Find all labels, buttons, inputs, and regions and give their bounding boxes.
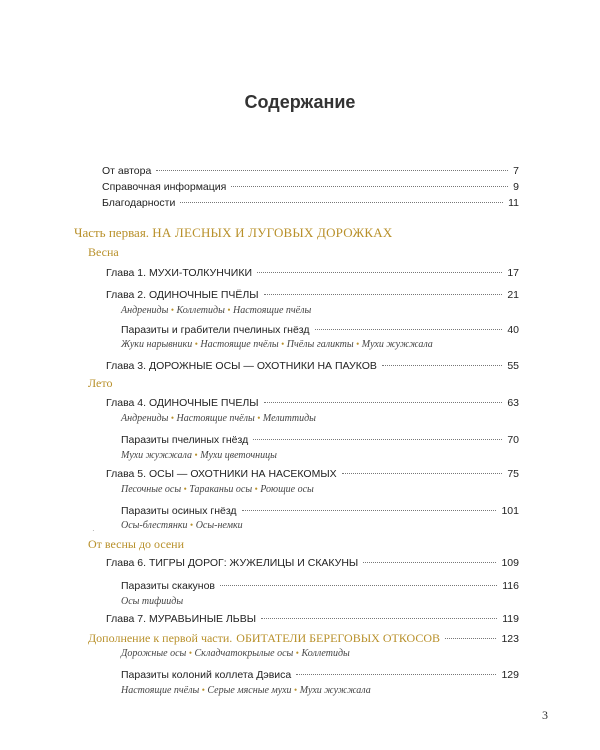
toc-label: Глава 6. ТИГРЫ ДОРОГ: ЖУЖЕЛИЦЫ И СКАКУНЫ [106, 557, 359, 569]
toc-label: Глава 5. ОСЫ — ОХОТНИКИ НА НАСЕКОМЫХ [106, 468, 337, 480]
toc-label: Паразиты колоний коллета Дэвиса [121, 669, 292, 681]
toc-label: Справочная информация [102, 181, 227, 193]
toc-row-thanks[interactable] [102, 197, 519, 209]
toc-page: 21 [507, 289, 519, 301]
addendum-title: ОБИТАТЕЛИ БЕРЕГОВЫХ ОТКОСОВ [236, 631, 441, 645]
toc-row-addendum[interactable] [88, 631, 519, 646]
toc-page: 17 [507, 267, 519, 279]
leader-dots [261, 618, 497, 619]
toc-label: От автора [102, 165, 152, 177]
leader-dots [231, 186, 508, 187]
toc-page: 75 [507, 468, 519, 480]
toc-page: 63 [507, 397, 519, 409]
leader-dots [220, 585, 497, 586]
toc-label: Глава 1. МУХИ-ТОЛКУНЧИКИ [106, 267, 252, 279]
part-prefix: Часть первая. [74, 225, 150, 240]
page-number: 3 [542, 708, 548, 722]
addendum-prefix: Дополнение к первой части. [88, 631, 233, 645]
leader-dots [296, 674, 496, 675]
subtopics-ch5: Песочные осы • Тараканьи осы • Роющие осы [121, 484, 314, 495]
leader-dots [253, 439, 502, 440]
part-title: НА ЛЕСНЫХ И ЛУГОВЫХ ДОРОЖКАХ [152, 225, 393, 240]
toc-page: 55 [507, 360, 519, 372]
toc-row-ch6[interactable] [106, 557, 519, 569]
season-spring-autumn: От весны до осени [88, 537, 184, 551]
toc-row-author[interactable] [102, 165, 519, 177]
toc-page: 101 [501, 505, 519, 517]
toc-row-ch2[interactable] [106, 289, 519, 301]
leader-dots [445, 638, 496, 639]
season-summer: Лето [88, 376, 113, 390]
leader-dots [342, 473, 503, 474]
subtopics-ch2: Андрениды • Коллетиды • Настоящие пчёлы [121, 305, 312, 316]
toc-page: 116 [502, 580, 519, 592]
toc-page: 109 [501, 557, 519, 569]
subtopics-ch6-parasites: Осы тифииды [121, 596, 184, 607]
toc-label: Глава 7. МУРАВЬИНЫЕ ЛЬВЫ [106, 613, 256, 625]
leader-dots [242, 510, 497, 511]
toc-row-ch1[interactable] [106, 267, 519, 279]
leader-dots [257, 272, 502, 273]
toc-page: 7 [513, 165, 519, 177]
stray-mark: · [92, 526, 95, 535]
toc-row-ch5[interactable] [106, 468, 519, 480]
toc-page: 70 [507, 434, 519, 446]
toc-row-ch6-parasites[interactable] [121, 580, 519, 592]
toc-label: Глава 4. ОДИНОЧНЫЕ ПЧЕЛЫ [106, 397, 259, 409]
toc-label: Благодарности [102, 197, 176, 209]
subtopics-ch5-parasites: Осы-блестянки • Осы-немки [121, 520, 243, 531]
toc-row-addendum-parasites[interactable] [121, 669, 519, 681]
toc-label: Глава 3. ДОРОЖНЫЕ ОСЫ — ОХОТНИКИ НА ПАУКОВ [106, 360, 377, 372]
toc-row-ch3[interactable] [106, 360, 519, 372]
toc-label: Паразиты скакунов [121, 580, 215, 592]
toc-row-reference[interactable] [102, 181, 519, 193]
toc-label: Паразиты и грабители пчелиных гнёзд [121, 324, 310, 336]
toc-label: Паразиты пчелиных гнёзд [121, 434, 249, 446]
toc-row-ch5-parasites[interactable] [121, 505, 519, 517]
part-heading [74, 225, 392, 241]
toc-page: 40 [507, 324, 519, 336]
toc-label: Глава 2. ОДИНОЧНЫЕ ПЧЁЛЫ [106, 289, 259, 301]
season-spring: Весна [88, 245, 119, 259]
subtopics-addendum: Дорожные осы • Складчатокрылые осы • Коллетиды [121, 648, 350, 659]
toc-row-ch4-parasites[interactable] [121, 434, 519, 446]
subtopics-addendum-parasites: Настоящие пчёлы • Серые мясные мухи • Мухи жужжала [121, 685, 371, 696]
leader-dots [264, 294, 503, 295]
leader-dots [156, 170, 508, 171]
toc-page: 119 [502, 613, 519, 625]
leader-dots [264, 402, 503, 403]
subtopics-ch4-parasites: Мухи жужжала • Мухи цветочницы [121, 450, 277, 461]
toc-page: 123 [501, 633, 519, 645]
leader-dots [315, 329, 503, 330]
toc-page: 129 [501, 669, 519, 681]
toc-page: 11 [508, 197, 519, 209]
toc-row-ch7[interactable] [106, 613, 519, 625]
toc-label: Паразиты осиных гнёзд [121, 505, 237, 517]
page-title: Содержание [244, 92, 356, 112]
subtopics-ch2-parasites: Жуки нарывники • Настоящие пчёлы • Пчёлы галикты • Мухи жужжала [121, 339, 433, 350]
subtopics-ch4: Андрениды • Настоящие пчёлы • Мелиттиды [121, 413, 316, 424]
toc-row-ch4[interactable] [106, 397, 519, 409]
leader-dots [180, 202, 503, 203]
toc-row-ch2-parasites[interactable] [121, 324, 519, 336]
leader-dots [382, 365, 502, 366]
leader-dots [363, 562, 496, 563]
toc-page: 9 [513, 181, 519, 193]
